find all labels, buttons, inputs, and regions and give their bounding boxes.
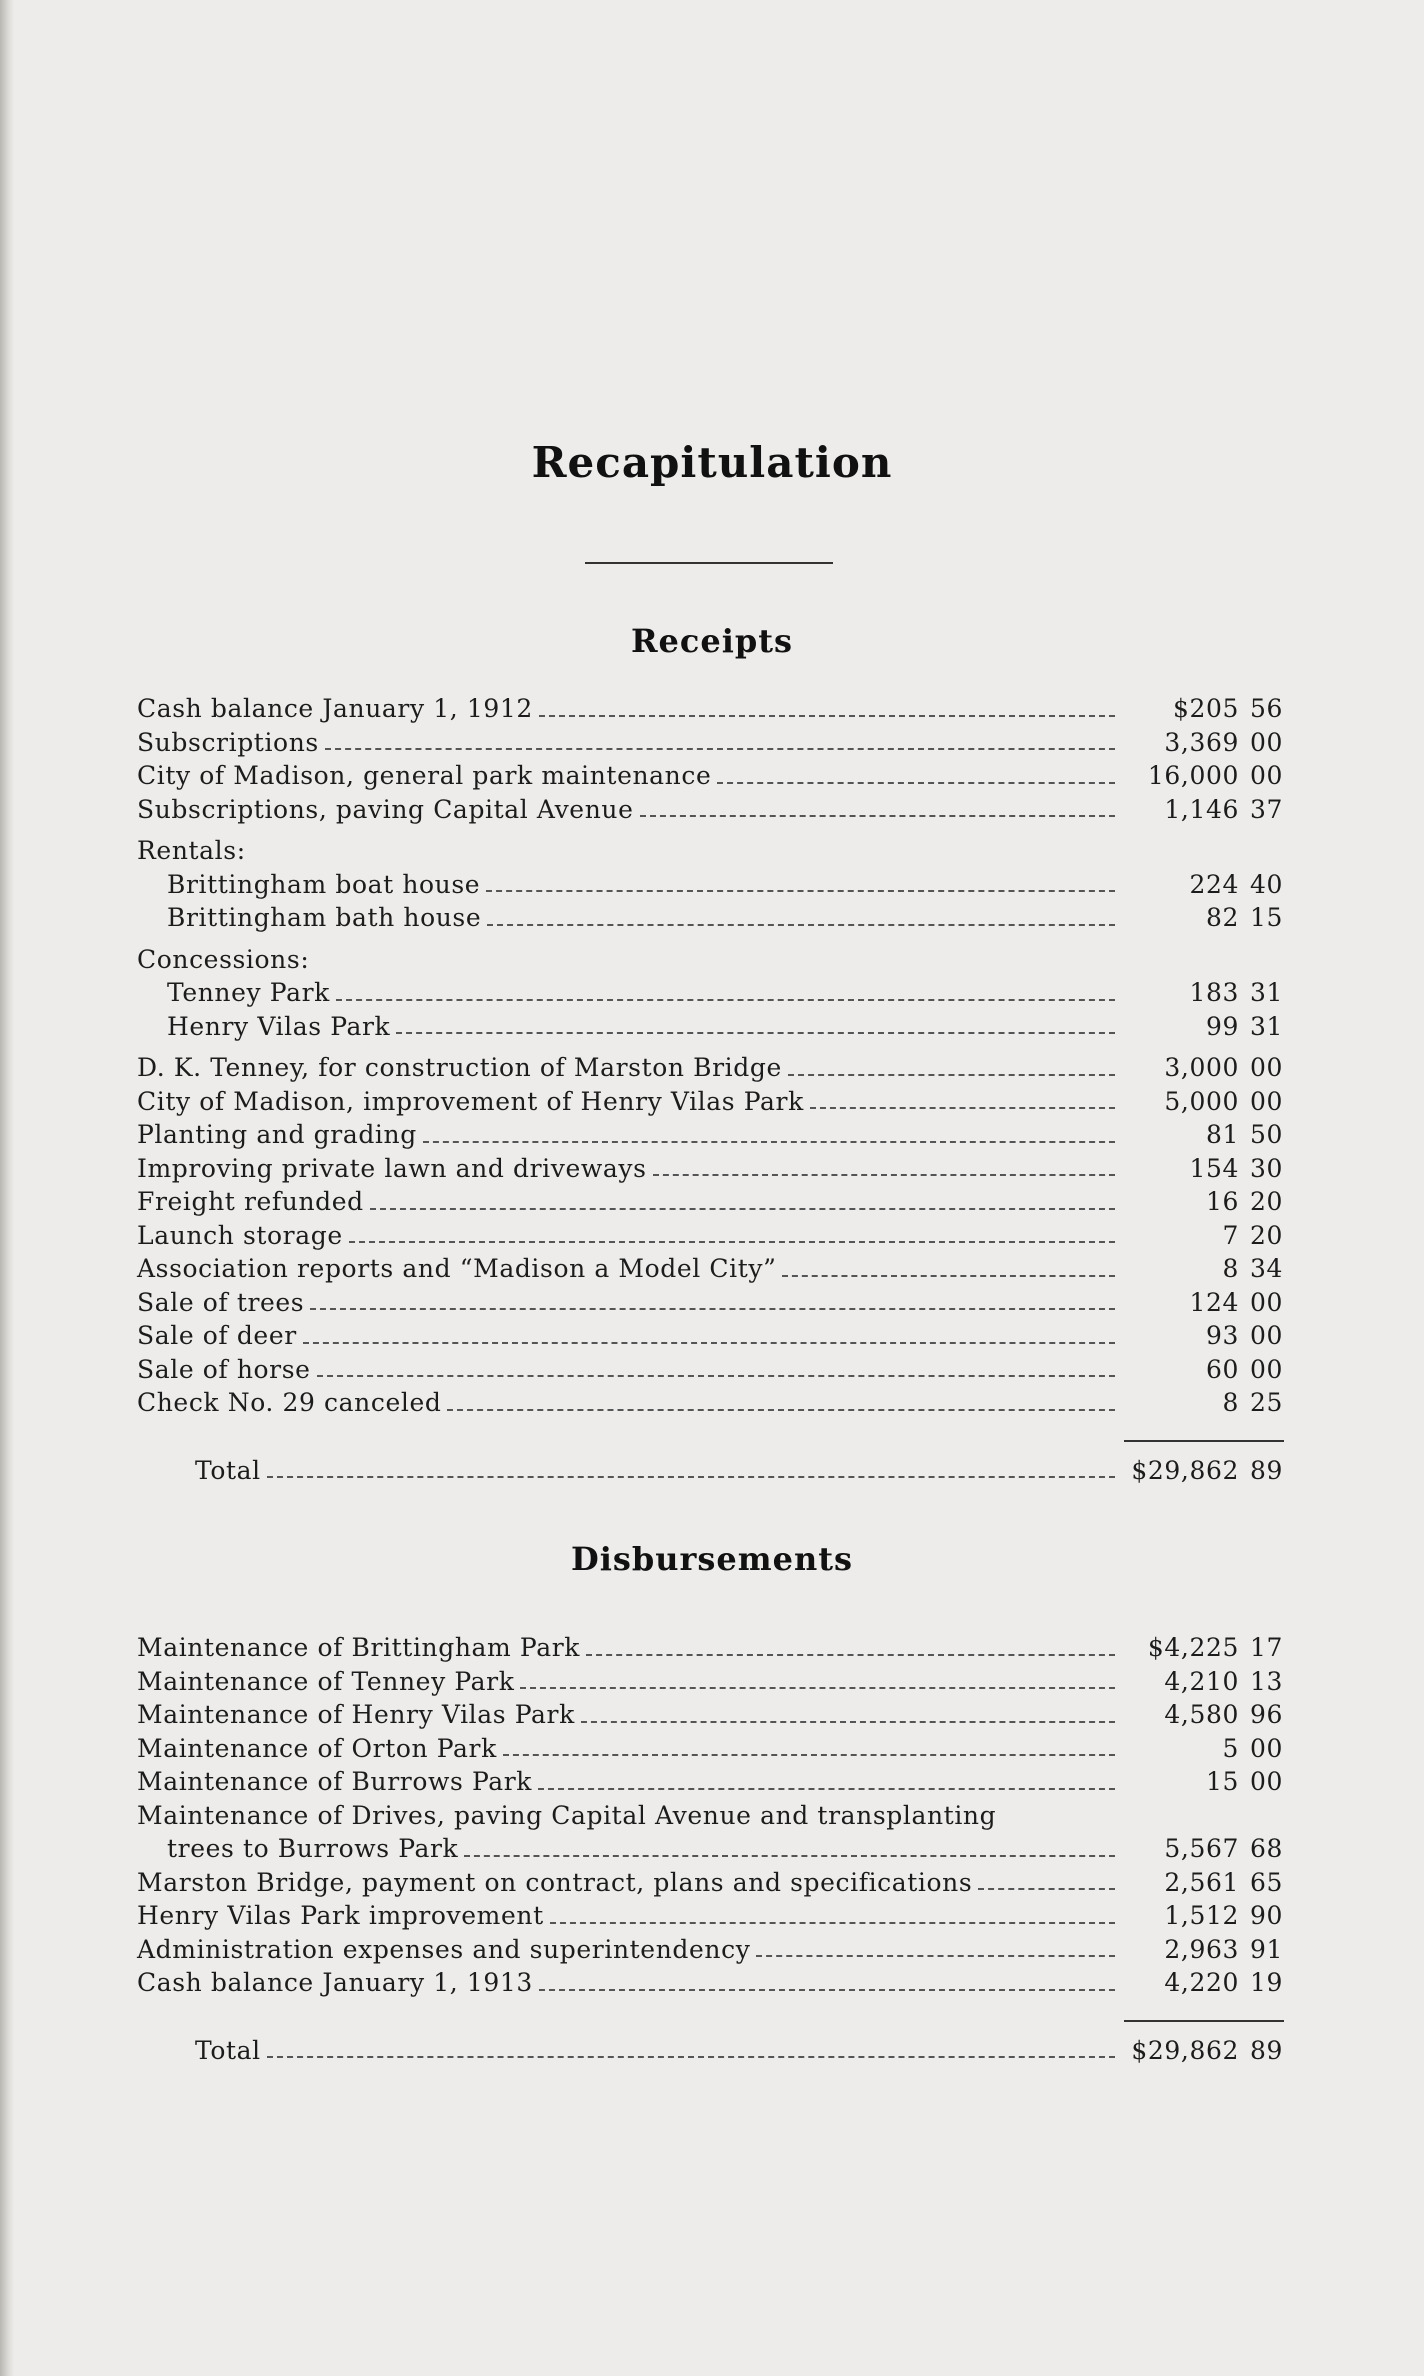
dot-leader <box>538 1788 1115 1790</box>
row-label: Launch storage <box>137 1220 343 1250</box>
row-dollars: 224 <box>1189 869 1239 899</box>
receipts-heading: Receipts <box>630 622 794 660</box>
dot-leader <box>317 1375 1115 1377</box>
ledger-row <box>137 1252 1283 1286</box>
row-dollars: 8 <box>1222 1388 1239 1417</box>
dot-leader <box>370 1208 1115 1210</box>
ledger-row <box>137 1386 1283 1420</box>
row-cents: 56 <box>1249 694 1283 723</box>
receipts-ledger <box>137 692 1283 1487</box>
row-cents: 00 <box>1249 1287 1283 1317</box>
row-dollars: 7 <box>1222 1220 1239 1250</box>
dot-leader <box>303 1342 1115 1344</box>
row-dollars: 3,000 <box>1164 1053 1239 1082</box>
dot-leader <box>586 1654 1115 1656</box>
row-dollars: 183 <box>1189 978 1239 1007</box>
page-title: Recapitulation <box>531 438 893 487</box>
ledger-row <box>137 1866 1283 1900</box>
ledger-row <box>137 1698 1283 1732</box>
row-label: Maintenance of Orton Park <box>137 1733 497 1763</box>
row-label: Sale of horse <box>137 1354 311 1384</box>
ledger-row <box>137 1219 1283 1253</box>
row-cents: 19 <box>1249 1968 1283 1997</box>
ledger-row <box>137 1765 1283 1799</box>
ledger-row <box>137 759 1283 793</box>
dot-leader <box>520 1687 1115 1689</box>
row-cents: 00 <box>1249 1733 1283 1763</box>
row-dollars: 4,580 <box>1164 1700 1239 1729</box>
dot-leader <box>810 1107 1115 1109</box>
row-cents: 00 <box>1249 1321 1283 1350</box>
disbursements-total-row <box>137 2034 1283 2068</box>
rentals-label: Rentals: <box>137 836 246 865</box>
ledger-row <box>137 1665 1283 1699</box>
row-dollars: $205 <box>1172 694 1239 723</box>
dot-leader <box>653 1174 1115 1176</box>
row-dollars: 2,561 <box>1164 1867 1239 1897</box>
row-label: Subscriptions <box>137 727 319 757</box>
ledger-row <box>137 793 1283 827</box>
row-cents: 68 <box>1249 1834 1283 1863</box>
row-cents: 20 <box>1249 1187 1283 1216</box>
row-dollars: 124 <box>1189 1287 1239 1317</box>
dot-leader <box>581 1721 1115 1723</box>
ledger-row <box>137 1966 1283 2000</box>
row-cents: 17 <box>1249 1633 1283 1662</box>
ledger-row <box>137 868 1283 902</box>
ledger-row <box>137 1732 1283 1766</box>
row-cents: 30 <box>1249 1153 1283 1183</box>
row-label: Administration expenses and superintendency <box>137 1934 751 1964</box>
row-label: Sale of trees <box>137 1287 305 1317</box>
row-label: Cash balance January 1, 1913 <box>137 1968 533 1997</box>
row-label: D. K. Tenney, for construction of Marston Bridge <box>137 1053 782 1082</box>
row-label: Henry Vilas Park <box>167 1011 391 1041</box>
dot-leader <box>756 1955 1115 1957</box>
dot-leader <box>978 1888 1115 1890</box>
row-cents: 65 <box>1249 1867 1283 1897</box>
ledger-row <box>137 1085 1283 1119</box>
row-label: Improving private lawn and driveways <box>137 1153 647 1183</box>
dot-leader <box>487 924 1115 926</box>
dot-leader <box>267 2056 1115 2058</box>
dot-leader <box>717 782 1115 784</box>
row-dollars: 15 <box>1205 1767 1239 1796</box>
row-dollars: 16 <box>1205 1187 1239 1216</box>
row-dollars: 16,000 <box>1147 761 1239 790</box>
total-cents: 89 <box>1249 1455 1283 1485</box>
ledger-row <box>137 1353 1283 1387</box>
row-cents: 00 <box>1249 1053 1283 1082</box>
row-label: Maintenance of Tenney Park <box>137 1666 515 1696</box>
ledger-row <box>137 1319 1283 1353</box>
row-dollars: 99 <box>1205 1011 1239 1041</box>
dot-leader <box>503 1754 1115 1756</box>
dot-leader <box>349 1241 1115 1243</box>
ledger-row <box>137 726 1283 760</box>
row-dollars: 93 <box>1205 1321 1239 1350</box>
dot-leader <box>640 815 1116 817</box>
row-label: Planting and grading <box>137 1120 417 1149</box>
ledger-row <box>137 1286 1283 1320</box>
disbursements-ledger <box>137 1631 1283 2067</box>
ledger-row <box>137 1152 1283 1186</box>
dot-leader <box>325 748 1115 750</box>
dot-leader <box>788 1074 1115 1076</box>
row-dollars: 5,000 <box>1164 1086 1239 1116</box>
total-label: Total <box>195 2035 261 2065</box>
row-dollars: 82 <box>1205 903 1239 932</box>
row-label: Subscriptions, paving Capital Avenue <box>137 794 634 824</box>
ledger-row <box>137 1010 1283 1044</box>
row-dollars: 5 <box>1222 1733 1239 1763</box>
dot-leader <box>336 999 1115 1001</box>
title-rule <box>585 562 833 564</box>
row-label: Association reports and “Madison a Model City” <box>137 1254 777 1283</box>
row-label: Freight refunded <box>137 1187 364 1216</box>
row-cents: 00 <box>1249 1767 1283 1796</box>
dot-leader <box>550 1922 1115 1924</box>
ledger-row <box>137 692 1283 726</box>
total-dollars: $29,862 <box>1131 2035 1239 2065</box>
row-cents: 25 <box>1249 1388 1283 1417</box>
row-dollars: 2,963 <box>1164 1934 1239 1964</box>
row-cents: 13 <box>1249 1666 1283 1696</box>
dot-leader <box>539 715 1115 717</box>
drives-label-line: Maintenance of Drives, paving Capital Avenue and transplanting <box>137 1800 997 1830</box>
ledger-row <box>137 901 1283 935</box>
row-cents: 37 <box>1249 794 1283 824</box>
dot-leader <box>423 1141 1115 1143</box>
row-label: City of Madison, general park maintenance <box>137 761 712 790</box>
row-cents: 00 <box>1249 1354 1283 1384</box>
row-cents: 90 <box>1249 1901 1283 1930</box>
ledger-row <box>137 1118 1283 1152</box>
row-cents: 91 <box>1249 1934 1283 1964</box>
row-cents: 40 <box>1249 869 1283 899</box>
dot-leader <box>464 1855 1115 1857</box>
ledger-row <box>137 1051 1283 1085</box>
row-cents: 00 <box>1249 761 1283 790</box>
row-label: Check No. 29 canceled <box>137 1388 442 1417</box>
row-dollars: 1,512 <box>1164 1901 1239 1930</box>
total-dollars: $29,862 <box>1131 1455 1239 1485</box>
dot-leader <box>396 1032 1115 1034</box>
row-dollars: 81 <box>1205 1120 1239 1149</box>
row-label: trees to Burrows Park <box>167 1834 459 1863</box>
page-spine-shadow <box>0 0 14 2376</box>
row-cents: 15 <box>1249 903 1283 932</box>
row-label: Henry Vilas Park improvement <box>137 1901 544 1930</box>
dot-leader <box>447 1409 1115 1411</box>
ledger-row <box>137 976 1283 1010</box>
row-label: Maintenance of Brittingham Park <box>137 1633 581 1662</box>
ledger-row <box>137 1832 1283 1866</box>
row-dollars: $4,225 <box>1147 1633 1239 1662</box>
row-dollars: 4,210 <box>1164 1666 1239 1696</box>
concessions-label: Concessions: <box>137 944 310 974</box>
ledger-row <box>137 1899 1283 1933</box>
ledger-row <box>137 1631 1283 1665</box>
row-dollars: 4,220 <box>1164 1968 1239 1997</box>
dot-leader <box>267 1476 1115 1478</box>
row-label: Tenney Park <box>167 978 330 1007</box>
total-cents: 89 <box>1249 2035 1283 2065</box>
row-cents: 31 <box>1249 1011 1283 1041</box>
total-label: Total <box>195 1455 261 1485</box>
dot-leader <box>486 890 1115 892</box>
row-dollars: 5,567 <box>1164 1834 1239 1863</box>
row-label: Sale of deer <box>137 1321 297 1350</box>
row-label: Maintenance of Burrows Park <box>137 1767 533 1796</box>
ledger-row <box>137 1933 1283 1967</box>
row-dollars: 8 <box>1222 1254 1239 1283</box>
row-label: Cash balance January 1, 1912 <box>137 694 533 723</box>
row-dollars: 154 <box>1189 1153 1239 1183</box>
disbursements-heading: Disbursements <box>570 1540 854 1578</box>
row-cents: 00 <box>1249 1086 1283 1116</box>
row-cents: 00 <box>1249 727 1283 757</box>
row-dollars: 60 <box>1205 1354 1239 1384</box>
ledger-row <box>137 1185 1283 1219</box>
row-label: Brittingham bath house <box>167 903 482 932</box>
row-cents: 50 <box>1249 1120 1283 1149</box>
row-cents: 34 <box>1249 1254 1283 1283</box>
dot-leader <box>782 1275 1115 1277</box>
row-label: Marston Bridge, payment on contract, plans and specifications <box>137 1867 973 1897</box>
row-dollars: 1,146 <box>1164 794 1239 824</box>
row-cents: 96 <box>1249 1700 1283 1729</box>
row-label: Brittingham boat house <box>167 869 481 899</box>
dot-leader <box>310 1308 1115 1310</box>
row-dollars: 3,369 <box>1164 727 1239 757</box>
receipts-total-row <box>137 1454 1283 1488</box>
row-label: City of Madison, improvement of Henry Vilas Park <box>137 1086 804 1116</box>
dot-leader <box>539 1989 1115 1991</box>
row-label: Maintenance of Henry Vilas Park <box>137 1700 575 1729</box>
row-cents: 20 <box>1249 1220 1283 1250</box>
row-cents: 31 <box>1249 978 1283 1007</box>
